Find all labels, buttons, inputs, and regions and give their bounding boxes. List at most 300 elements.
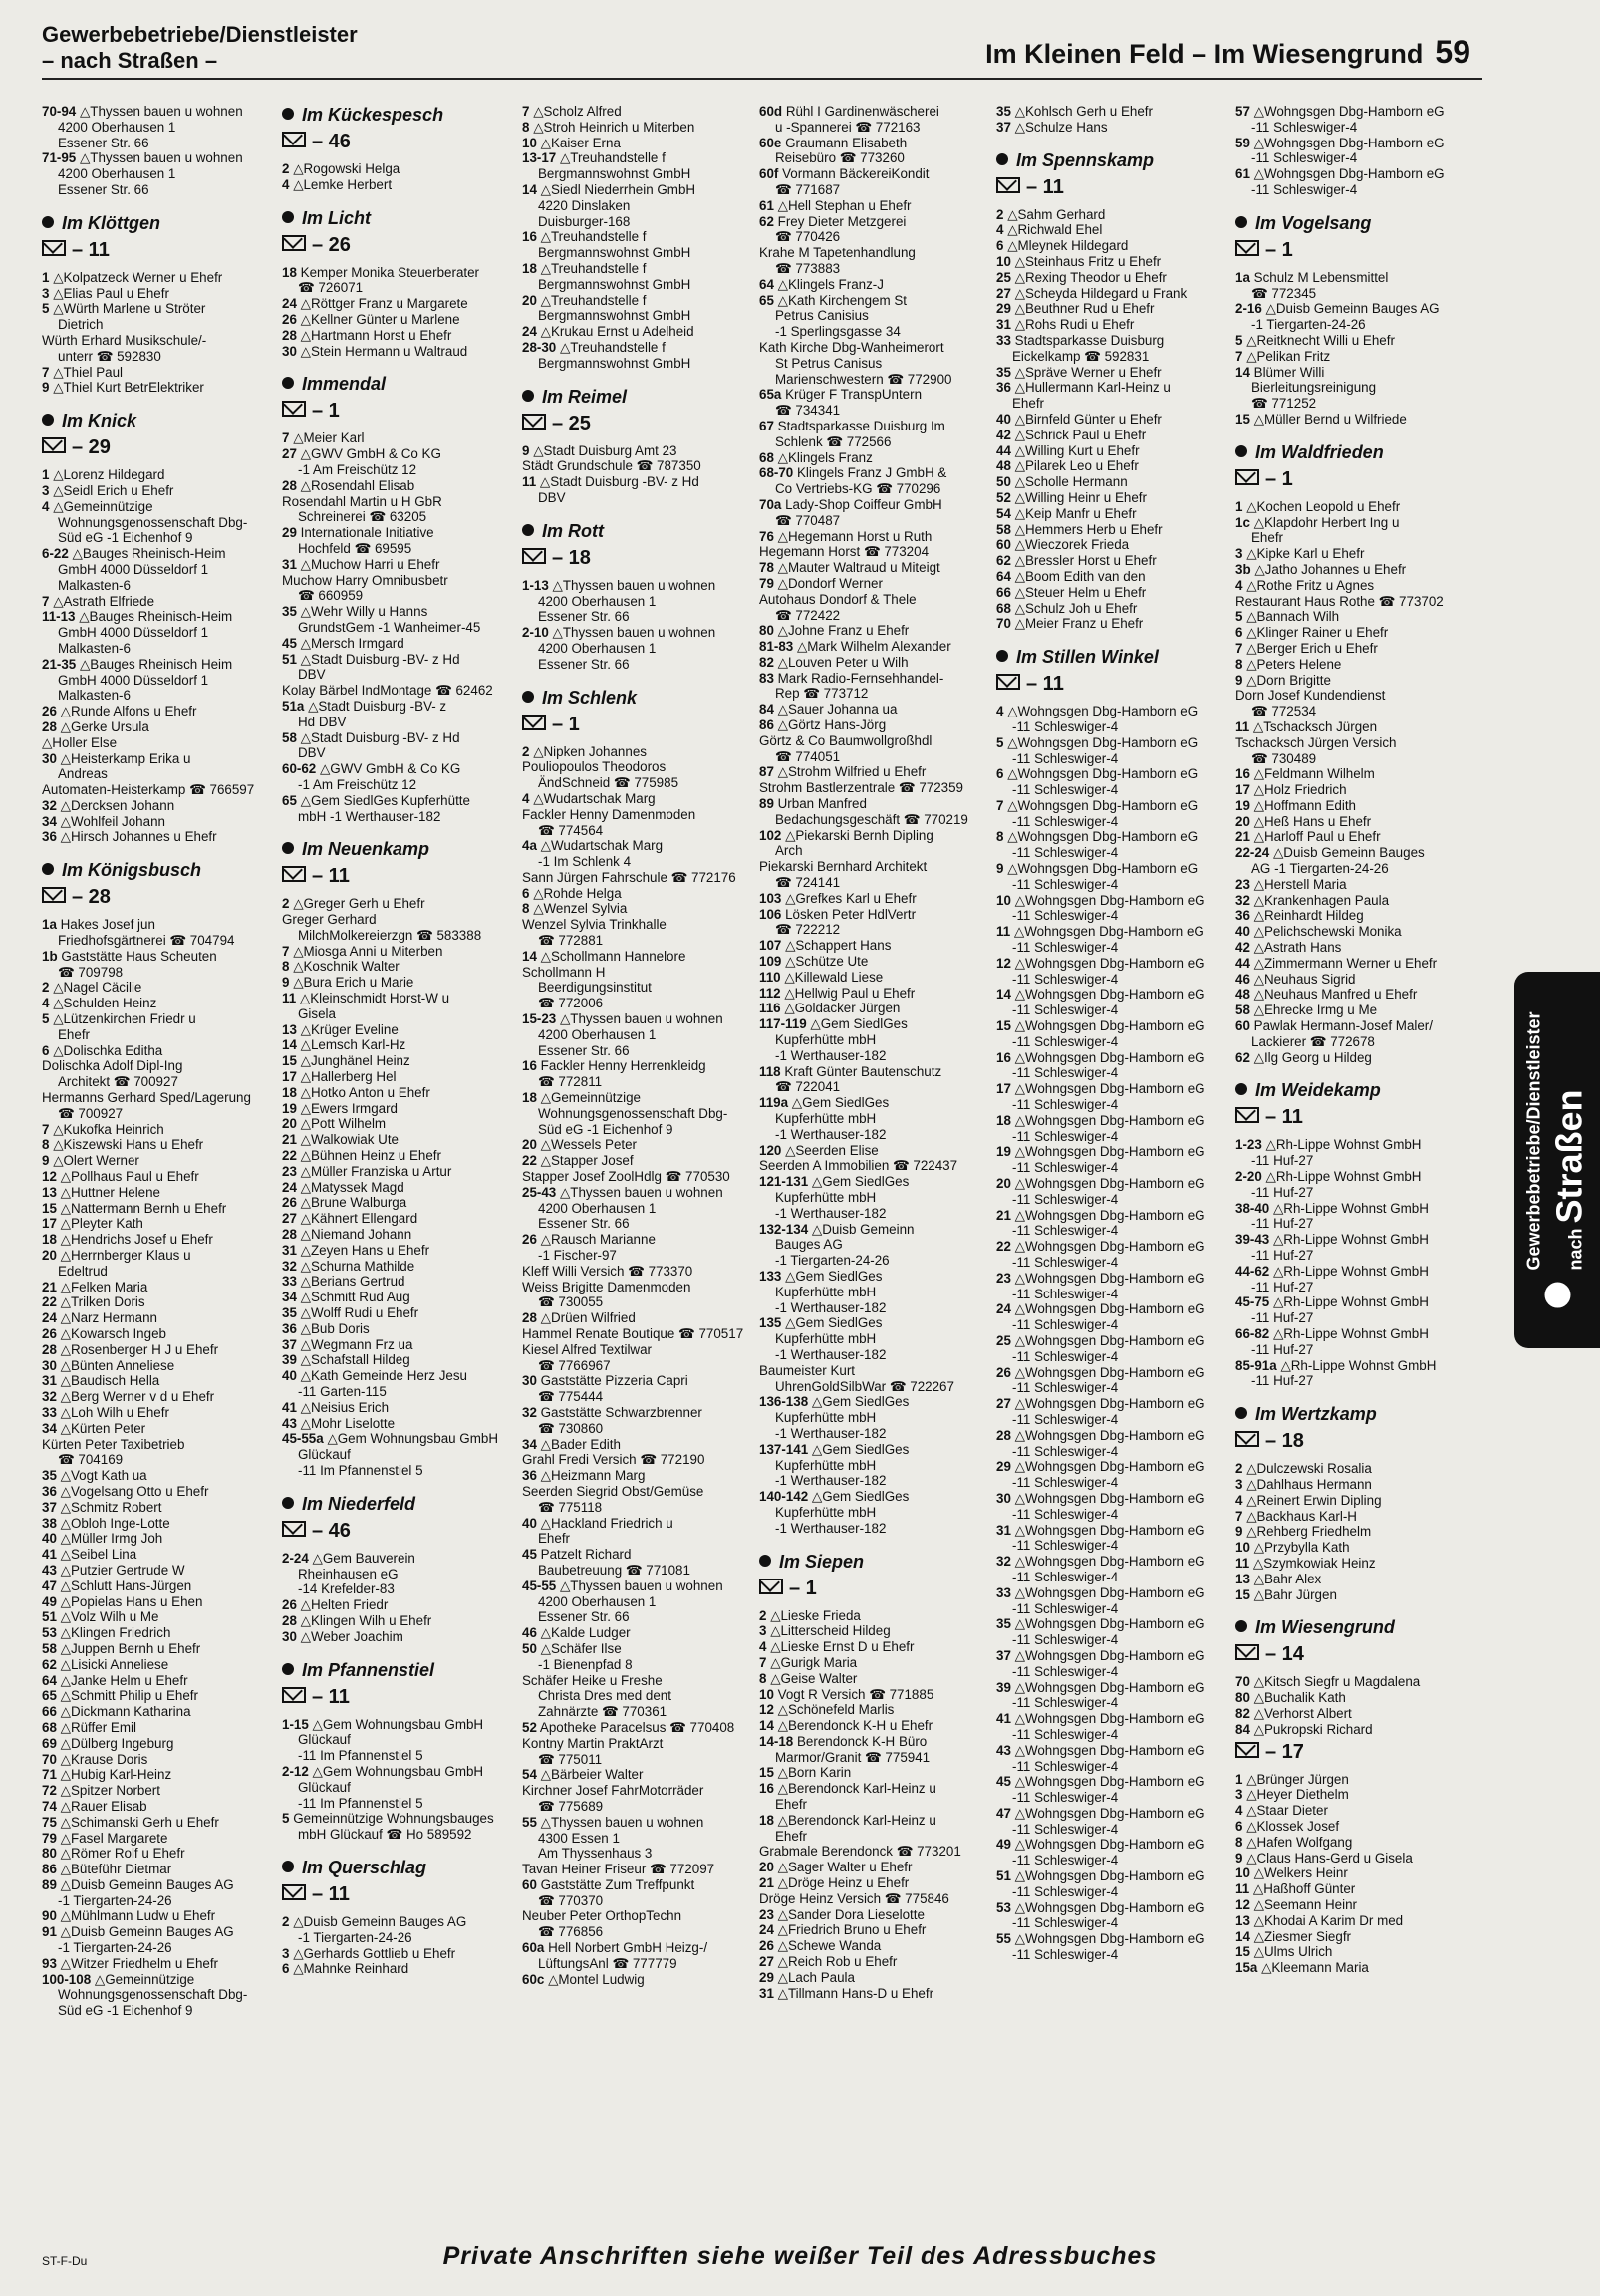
house-number: 60 bbox=[1235, 1018, 1250, 1034]
entry-continuation bbox=[996, 1947, 1231, 1963]
entry-continuation bbox=[996, 1853, 1231, 1868]
entry-text: △Mark Wilhelm Alexander bbox=[796, 639, 951, 655]
entry-continuation bbox=[522, 1831, 757, 1847]
directory-entry bbox=[1235, 798, 1470, 814]
house-number: 17 bbox=[282, 1069, 297, 1085]
entry-text: △Schütze Ute bbox=[785, 954, 869, 970]
bullet-icon bbox=[282, 842, 294, 854]
entry-continuation bbox=[42, 136, 277, 151]
directory-entry bbox=[1235, 136, 1470, 151]
entry-text: △Wohngsgen Dbg-Hamborn eG bbox=[1007, 829, 1199, 845]
postal-district-number: – 29 bbox=[72, 436, 111, 459]
directory-entry bbox=[996, 1113, 1231, 1129]
entry-text: △Zimmermann Werner u Ehefr bbox=[1253, 955, 1438, 971]
directory-entry bbox=[42, 104, 277, 120]
house-number: 35 bbox=[996, 1616, 1011, 1632]
directory-entry bbox=[759, 1875, 994, 1891]
entry-text: △Holz Friedrich bbox=[1253, 782, 1347, 798]
entry-text: Restaurant Haus Rothe ☎ 773702 bbox=[1235, 593, 1444, 609]
street-name: Im Weidekamp bbox=[1255, 1080, 1381, 1101]
entry-text: Essener Str. 66 bbox=[58, 181, 149, 197]
entry-text: Eickelkamp ☎ 592831 bbox=[1012, 348, 1150, 364]
entry-text: Kolay Bärbel IndMontage ☎ 62462 bbox=[282, 683, 493, 699]
house-number: 35 bbox=[42, 1468, 57, 1484]
directory-entry bbox=[1235, 1866, 1470, 1881]
entry-text: Süd eG -1 Eichenhof 9 bbox=[538, 1121, 673, 1137]
entry-continuation bbox=[1235, 1216, 1470, 1232]
entry-text: △Olert Werner bbox=[53, 1153, 139, 1169]
directory-entry bbox=[522, 1058, 757, 1074]
entry-text: -11 Schleswiger-4 bbox=[1012, 1915, 1119, 1931]
house-number: 65 bbox=[759, 292, 774, 308]
house-number: 136-138 bbox=[759, 1394, 809, 1410]
entry-text: Dietrich bbox=[58, 317, 104, 333]
directory-entry bbox=[759, 1765, 994, 1781]
entry-text: △Heisterkamp Erika u bbox=[60, 750, 191, 766]
entry-continuation bbox=[42, 933, 277, 949]
house-number: 6 bbox=[996, 238, 1004, 254]
house-number: 41 bbox=[282, 1399, 297, 1415]
directory-entry bbox=[996, 553, 1231, 569]
house-number: 52 bbox=[996, 489, 1011, 505]
postal-district bbox=[1235, 1105, 1470, 1129]
entry-continuation bbox=[759, 1505, 994, 1521]
house-number: 45 bbox=[522, 1547, 537, 1563]
entry-text: △Treuhandstelle f bbox=[559, 339, 666, 355]
directory-entry bbox=[522, 1736, 757, 1752]
envelope-icon bbox=[282, 1521, 306, 1537]
entry-text: Am Thyssenhaus 3 bbox=[538, 1846, 653, 1862]
house-number: 14 bbox=[1235, 1928, 1250, 1944]
directory-entry bbox=[522, 1373, 757, 1389]
directory-entry bbox=[282, 1811, 517, 1827]
entry-text: △Tillmann Hans-D u Ehefr bbox=[777, 1985, 934, 2001]
directory-entry bbox=[42, 1294, 277, 1310]
entry-text: △Schmitt Philip u Ehefr bbox=[60, 1688, 198, 1704]
house-number: 16 bbox=[996, 1049, 1011, 1065]
entry-text: -11 Huf-27 bbox=[1251, 1279, 1314, 1294]
entry-continuation bbox=[996, 814, 1231, 830]
entry-continuation bbox=[282, 1732, 517, 1748]
directory-entry bbox=[522, 1625, 757, 1641]
house-number: 5 bbox=[282, 1811, 290, 1827]
entry-continuation bbox=[282, 541, 517, 557]
house-number: 20 bbox=[522, 1137, 537, 1153]
entry-text: Kupferhütte mbH bbox=[775, 1111, 877, 1126]
entry-text: △Rosendahl Elisab bbox=[300, 477, 415, 493]
entry-text: △Klossek Josef bbox=[1246, 1818, 1340, 1834]
entry-continuation bbox=[759, 229, 994, 245]
entry-text: △Piekarski Bernh Dipling bbox=[785, 827, 933, 843]
entry-continuation bbox=[759, 120, 994, 136]
house-number: 22 bbox=[996, 1239, 1011, 1255]
house-number: 120 bbox=[759, 1142, 782, 1158]
directory-entry bbox=[42, 1153, 277, 1169]
directory-entry bbox=[1235, 766, 1470, 782]
entry-text: Glückauf bbox=[298, 1447, 351, 1463]
house-number: 22-24 bbox=[1235, 845, 1270, 861]
street-name: Im Klöttgen bbox=[62, 212, 160, 233]
house-number: 79 bbox=[42, 1830, 57, 1846]
house-number: 26 bbox=[282, 311, 297, 327]
house-number: 10 bbox=[759, 1686, 774, 1702]
directory-entry bbox=[996, 443, 1231, 459]
entry-continuation bbox=[1235, 286, 1470, 302]
house-number: 15 bbox=[1235, 1944, 1250, 1960]
postal-district bbox=[282, 1882, 517, 1906]
house-number: 6 bbox=[996, 766, 1004, 782]
house-number: 32 bbox=[996, 1554, 1011, 1570]
directory-entry bbox=[996, 924, 1231, 940]
entry-text: △Przybylla Kath bbox=[1253, 1540, 1350, 1556]
directory-entry bbox=[996, 1428, 1231, 1444]
entry-continuation bbox=[996, 1223, 1231, 1239]
house-number: 4 bbox=[996, 222, 1004, 238]
house-number: 30 bbox=[282, 343, 297, 359]
entry-text: △Dolischka Editha bbox=[53, 1042, 163, 1058]
entry-text: △Meier Karl bbox=[293, 430, 365, 446]
directory-entry bbox=[42, 286, 277, 302]
house-number: 64 bbox=[759, 276, 774, 292]
entry-continuation bbox=[996, 1727, 1231, 1743]
house-number: 28 bbox=[42, 718, 57, 734]
entry-text: Grabmale Berendonck ☎ 773201 bbox=[759, 1844, 961, 1860]
envelope-icon bbox=[996, 674, 1020, 690]
entry-text: △Duisb Gemeinn Bauges AG bbox=[293, 1913, 467, 1929]
entry-text: △Matyssek Magd bbox=[300, 1179, 404, 1195]
entry-text: △Sahm Gerhard bbox=[1007, 206, 1106, 222]
directory-entry bbox=[522, 1578, 757, 1594]
house-number: 4a bbox=[522, 838, 537, 854]
house-number: 2 bbox=[1235, 1461, 1243, 1477]
directory-entry bbox=[996, 1396, 1231, 1412]
entry-text: △Verhorst Albert bbox=[1253, 1705, 1352, 1721]
directory-entry bbox=[1235, 893, 1470, 909]
directory-entry bbox=[522, 1641, 757, 1657]
house-number: 7 bbox=[42, 364, 50, 380]
entry-text: △Wieczorek Frieda bbox=[1014, 537, 1130, 553]
house-number: 36 bbox=[42, 829, 57, 845]
street-heading bbox=[42, 859, 277, 881]
entry-text: △Duisb Gemeinn Bauges AG bbox=[60, 1924, 234, 1940]
directory-entry bbox=[522, 759, 757, 775]
bullet-icon bbox=[1235, 216, 1247, 228]
directory-entry bbox=[42, 1862, 277, 1877]
directory-entry bbox=[522, 965, 757, 981]
directory-entry bbox=[759, 245, 994, 261]
entry-continuation bbox=[996, 1255, 1231, 1271]
entry-text: △Backhaus Karl-H bbox=[1246, 1508, 1357, 1524]
entry-text: Bergmannswohnst GmbH bbox=[538, 308, 691, 324]
house-number: 83 bbox=[759, 670, 774, 686]
entry-text: △Hoffmann Edith bbox=[1253, 797, 1356, 813]
house-number: 2 bbox=[759, 1607, 767, 1623]
entry-text: △Schmitz Robert bbox=[60, 1499, 162, 1515]
entry-text: △Gem SiedlGes bbox=[785, 1315, 883, 1331]
directory-entry bbox=[522, 625, 757, 641]
directory-entry bbox=[759, 277, 994, 293]
entry-continuation bbox=[996, 1034, 1231, 1050]
house-number: 1 bbox=[1235, 498, 1243, 514]
house-number: 65 bbox=[282, 792, 297, 808]
entry-continuation bbox=[522, 1122, 757, 1138]
entry-continuation bbox=[42, 673, 277, 689]
house-number: 2-20 bbox=[1235, 1169, 1262, 1185]
entry-text: -11 Schleswiger-4 bbox=[1012, 1128, 1119, 1144]
directory-entry bbox=[522, 1153, 757, 1169]
directory-entry bbox=[996, 1301, 1231, 1317]
entry-continuation bbox=[996, 1349, 1231, 1365]
directory-entry bbox=[996, 1554, 1231, 1570]
directory-entry bbox=[996, 1900, 1231, 1916]
directory-column-1 bbox=[42, 104, 277, 2019]
postal-district-number: – 11 bbox=[1026, 175, 1064, 198]
entry-text: Rühl I Gardinenwäscherei bbox=[785, 104, 939, 119]
postal-district-number: – 14 bbox=[1265, 1643, 1304, 1666]
directory-entry bbox=[42, 467, 277, 483]
house-number: 6-22 bbox=[42, 546, 69, 562]
entry-text: △Kipke Karl u Ehefr bbox=[1246, 546, 1365, 562]
directory-entry bbox=[522, 293, 757, 309]
entry-text: △Duisb Gemeinn Bauges AG bbox=[1265, 301, 1440, 317]
directory-entry bbox=[522, 1908, 757, 1924]
entry-continuation bbox=[42, 2003, 277, 2019]
entry-text: △Kowarsch Ingeb bbox=[60, 1326, 166, 1341]
entry-text: △Hellwig Paul u Ehefr bbox=[784, 985, 916, 1001]
entry-text: △Röttger Franz u Margarete bbox=[300, 296, 468, 312]
house-number: 32 bbox=[522, 1404, 537, 1420]
entry-text: △Rosenberger H J u Ehefr bbox=[60, 1341, 219, 1357]
entry-text: Grahl Fredi Versich ☎ 772190 bbox=[522, 1452, 705, 1468]
house-number: 51 bbox=[282, 651, 297, 667]
entry-continuation bbox=[522, 609, 757, 625]
entry-continuation bbox=[42, 1264, 277, 1280]
postal-district-number: – 46 bbox=[312, 131, 351, 152]
house-number: 79 bbox=[759, 575, 774, 591]
entry-text: -11 Schleswiger-4 bbox=[1012, 1223, 1119, 1239]
entry-text: △Gem SiedlGes bbox=[785, 1268, 883, 1284]
entry-text: △Reinert Erwin Dipling bbox=[1246, 1492, 1382, 1508]
entry-text: △Rauer Elisab bbox=[60, 1798, 147, 1814]
entry-text: △Gemeinnützige bbox=[94, 1971, 195, 1987]
entry-text: △Pollhaus Paul u Ehefr bbox=[60, 1169, 199, 1185]
entry-text: ☎ 7766967 bbox=[538, 1357, 611, 1373]
directory-entry bbox=[282, 265, 517, 281]
entry-text: Dröge Heinz Versich ☎ 775846 bbox=[759, 1890, 949, 1906]
entry-text: △Hegemann Horst u Ruth bbox=[777, 528, 933, 544]
directory-entry bbox=[282, 604, 517, 620]
entry-text: △Fasel Margarete bbox=[60, 1830, 168, 1846]
entry-text: mbH -1 Werthauser-182 bbox=[298, 808, 441, 824]
directory-entry bbox=[1235, 1018, 1470, 1034]
entry-text: St Petrus Canisus bbox=[775, 355, 883, 371]
directory-entry bbox=[759, 639, 994, 655]
house-number: 3 bbox=[42, 482, 50, 498]
entry-text: △Zeyen Hans u Ehefr bbox=[300, 1242, 430, 1258]
house-number: 13 bbox=[42, 1184, 57, 1200]
entry-text: △Miosga Anni u Miterben bbox=[293, 943, 443, 959]
entry-text: △Bünten Anneliese bbox=[60, 1357, 175, 1373]
entry-text: Kupferhütte mbH bbox=[775, 1410, 877, 1426]
entry-text: -11 Schleswiger-4 bbox=[1251, 119, 1358, 135]
postal-district-number: – 28 bbox=[72, 886, 111, 909]
entry-continuation bbox=[522, 1704, 757, 1720]
entry-text: △Lemke Herbert bbox=[293, 176, 393, 192]
entry-continuation bbox=[996, 877, 1231, 893]
street-name: Im Reimel bbox=[542, 386, 628, 407]
entry-text: △Bura Erich u Marie bbox=[293, 975, 414, 991]
directory-entry bbox=[996, 238, 1231, 254]
street-heading bbox=[282, 838, 517, 860]
entry-text: △Hartmann Horst u Ehefr bbox=[300, 327, 452, 343]
house-number: 13 bbox=[1235, 1571, 1250, 1586]
entry-text: -11 Schleswiger-4 bbox=[1012, 1097, 1119, 1113]
house-number: 60f bbox=[759, 166, 779, 182]
entry-text: -1 Am Freischütz 12 bbox=[298, 776, 417, 792]
house-number: 7 bbox=[1235, 1508, 1243, 1524]
directory-entry bbox=[759, 954, 994, 970]
entry-text: Gisela bbox=[298, 1005, 336, 1021]
postal-district-number: – 17 bbox=[1265, 1740, 1304, 1763]
entry-text: ☎ 772811 bbox=[538, 1074, 603, 1090]
entry-text: △Thyssen bauen u wohnen bbox=[540, 1814, 704, 1830]
street-heading bbox=[522, 520, 757, 542]
entry-text: △Keip Manfr u Ehefr bbox=[1014, 505, 1137, 521]
house-number: 3 bbox=[282, 1945, 290, 1961]
entry-text: -11 Schleswiger-4 bbox=[1012, 1853, 1119, 1868]
directory-entry bbox=[996, 829, 1231, 845]
entry-text: △Wohlfeil Johann bbox=[60, 813, 165, 829]
directory-column-6 bbox=[1235, 104, 1470, 1976]
directory-entry bbox=[759, 1671, 994, 1687]
house-number: 64 bbox=[996, 568, 1011, 584]
directory-entry bbox=[759, 1844, 994, 1860]
directory-entry bbox=[522, 1862, 757, 1877]
directory-entry bbox=[282, 912, 517, 928]
directory-entry bbox=[282, 1101, 517, 1117]
house-number: 41 bbox=[42, 1547, 57, 1563]
entry-text: -11 Huf-27 bbox=[1251, 1184, 1314, 1200]
directory-entry bbox=[42, 1956, 277, 1972]
directory-entry bbox=[282, 959, 517, 975]
entry-continuation bbox=[759, 875, 994, 891]
entry-text: Kupferhütte mbH bbox=[775, 1284, 877, 1299]
entry-continuation bbox=[282, 1827, 517, 1843]
directory-entry bbox=[522, 1516, 757, 1532]
directory-entry bbox=[282, 636, 517, 652]
house-number: 42 bbox=[1235, 940, 1250, 956]
entry-text: Apotheke Paracelsus ☎ 770408 bbox=[539, 1719, 735, 1735]
entry-text: △Rh-Lippe Wohnst GmbH bbox=[1265, 1137, 1422, 1153]
directory-entry bbox=[282, 344, 517, 360]
entry-text: ☎ 772534 bbox=[1251, 704, 1317, 719]
house-number: 57 bbox=[1235, 104, 1250, 119]
directory-entry bbox=[1235, 365, 1470, 381]
directory-entry bbox=[282, 975, 517, 991]
directory-entry bbox=[759, 1922, 994, 1938]
entry-continuation bbox=[996, 1538, 1231, 1554]
house-number: 133 bbox=[759, 1268, 782, 1284]
entry-continuation bbox=[759, 1300, 994, 1316]
house-number: 12 bbox=[1235, 1896, 1250, 1912]
entry-text: Kupferhütte mbH bbox=[775, 1504, 877, 1520]
house-number: 27 bbox=[996, 285, 1011, 301]
directory-entry bbox=[996, 537, 1231, 553]
entry-text: △Gem SiedlGes bbox=[810, 1016, 908, 1032]
entry-text: Arch bbox=[775, 843, 803, 859]
house-number: 71 bbox=[42, 1767, 57, 1783]
directory-entry bbox=[522, 1940, 757, 1956]
entry-text: LüftungsAnl ☎ 777779 bbox=[538, 1955, 677, 1971]
entry-text: Duisburger-168 bbox=[538, 213, 631, 229]
house-number: 29 bbox=[996, 301, 1011, 317]
directory-entry bbox=[42, 1216, 277, 1232]
street-heading bbox=[42, 410, 277, 431]
street-name: Im Stillen Winkel bbox=[1016, 647, 1159, 668]
entry-text: △Duisb Gemeinn Bauges bbox=[1272, 845, 1425, 861]
entry-text: Bergmannswohnst GmbH bbox=[538, 245, 691, 261]
directory-entry bbox=[42, 1641, 277, 1657]
entry-text: -11 Huf-27 bbox=[1251, 1216, 1314, 1232]
entry-text: △Bahr Alex bbox=[1253, 1571, 1322, 1586]
house-number: 5 bbox=[1235, 332, 1243, 348]
entry-text: △Koschnik Walter bbox=[293, 959, 400, 975]
envelope-icon bbox=[522, 414, 546, 430]
house-number: 44 bbox=[1235, 955, 1250, 971]
directory-entry bbox=[42, 1280, 277, 1295]
house-number: 121-131 bbox=[759, 1174, 809, 1190]
entry-text: △Treuhandstelle f bbox=[559, 150, 666, 166]
entry-text: Bergmannswohnst GmbH bbox=[538, 355, 691, 371]
entry-text: △Walkowiak Ute bbox=[300, 1132, 399, 1148]
house-number: 36 bbox=[996, 380, 1011, 396]
directory-entry bbox=[1235, 1524, 1470, 1540]
envelope-icon bbox=[282, 1687, 306, 1703]
directory-entry bbox=[282, 494, 517, 510]
directory-entry bbox=[522, 150, 757, 166]
postal-district-number: – 11 bbox=[72, 238, 110, 261]
house-number: 40 bbox=[522, 1515, 537, 1531]
bullet-icon bbox=[1544, 1283, 1570, 1308]
entry-text: △Herrnberger Klaus u bbox=[60, 1248, 191, 1264]
house-number: 67 bbox=[759, 418, 774, 433]
directory-entry bbox=[1235, 782, 1470, 798]
entry-text: -1 Tiergarten-24-26 bbox=[58, 1940, 172, 1956]
entry-continuation bbox=[282, 928, 517, 944]
house-number: 18 bbox=[996, 1112, 1011, 1128]
entry-text: △Richwald Ehel bbox=[1007, 222, 1103, 238]
entry-text: △Rh-Lippe Wohnst GmbH bbox=[1272, 1263, 1429, 1279]
entry-text: △Drüen Wilfried bbox=[540, 1310, 636, 1326]
house-number: 74 bbox=[42, 1798, 57, 1814]
entry-continuation bbox=[282, 1447, 517, 1463]
entry-text: Schulz M Lebensmittel bbox=[1253, 269, 1389, 285]
entry-text: Kirchner Josef FahrMotorräder bbox=[522, 1783, 704, 1799]
entry-text: Ehefr bbox=[1251, 530, 1284, 546]
entry-text: Ehefr bbox=[775, 1828, 808, 1844]
entry-text: △Wessels Peter bbox=[540, 1137, 638, 1153]
bullet-icon bbox=[1235, 1407, 1247, 1419]
directory-entry bbox=[759, 1623, 994, 1639]
postal-district-number: – 26 bbox=[312, 233, 351, 256]
header-rule bbox=[42, 78, 1482, 80]
bullet-icon bbox=[522, 390, 534, 402]
entry-text: △Johne Franz u Ehefr bbox=[777, 623, 910, 639]
entry-text: △Bader Edith bbox=[540, 1436, 621, 1452]
house-number: 36 bbox=[1235, 908, 1250, 924]
house-number: 87 bbox=[759, 764, 774, 780]
entry-text: Blümer Willi bbox=[1253, 364, 1325, 380]
